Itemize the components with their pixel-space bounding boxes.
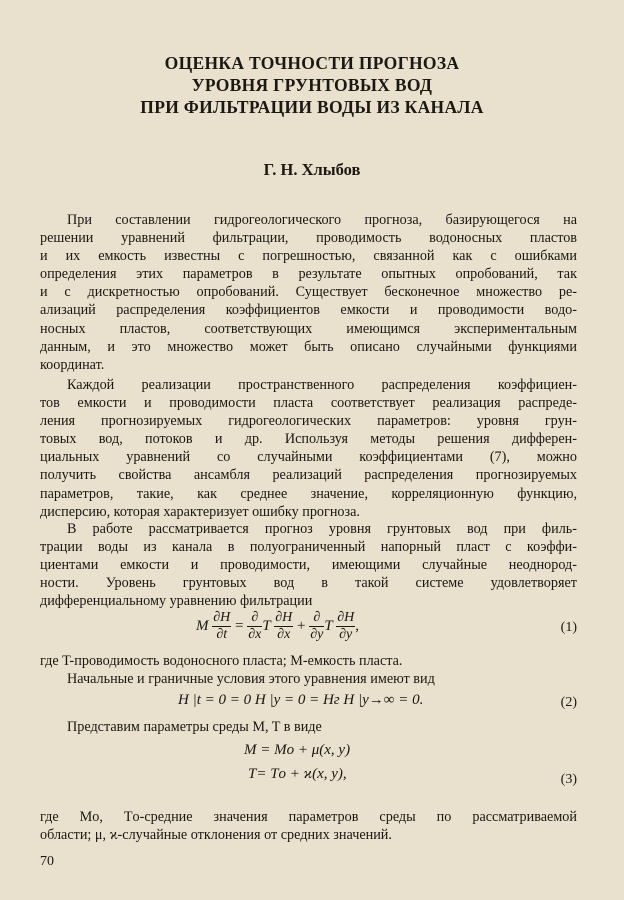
- title-line-3: ПРИ ФИЛЬТРАЦИИ ВОДЫ ИЗ КАНАЛА: [140, 97, 484, 117]
- definition-line: где T-проводимость водоносного пласта; M-емкость пласта.: [40, 653, 403, 669]
- paragraph-1: [40, 211, 577, 374]
- paragraph-2: [40, 376, 577, 521]
- text-line: ности. Уровень грунтовых вод в такой системе удовлетворяет: [40, 575, 577, 592]
- text-line: дифференциальному уравнению фильтрации: [40, 593, 313, 610]
- conditions-intro: Начальные и граничные условия этого уравнения имеют вид: [67, 671, 435, 687]
- equation-3: M = Mо + μ(x, y) T= Tо + ϰ(x, y), (3): [244, 742, 577, 787]
- text-line: ализаций распределения коэффициентов емкости и проводимости водо-: [40, 302, 577, 319]
- definition-paragraph: где Mо, Tо-средние значения параметров среды по рассматриваемой области; μ, ϰ-случайные отклонения от средних значений.: [40, 809, 577, 844]
- text-line: Каждой реализации пространственного распределения коэффициен-: [67, 377, 577, 393]
- text-line: параметров, такие, как среднее значение, корреляционную функцию,: [40, 485, 577, 502]
- equation-1: [40, 610, 577, 650]
- text-line: и с дискретностью опробований. Существует бесконечное множество ре-: [40, 284, 577, 301]
- text-line: и их емкость известны с погрешностью, связанной как с ошибками: [40, 248, 577, 265]
- text-line: циальных уравнений со случайными коэффициентами (7), можно: [40, 449, 577, 466]
- equation-number: (2): [560, 695, 577, 710]
- paragraph-3: [40, 520, 577, 610]
- text-line: координат.: [40, 356, 105, 373]
- text-line: товых вод, потоков и др. Используя методы решения дифферен-: [40, 431, 577, 448]
- text-line: ления прогнозируемых гидрогеологических параметров: уровня грун-: [40, 413, 577, 430]
- text-line: получить свойства ансамбля реализаций распределения прогнозируемых: [40, 467, 577, 484]
- text-line: трации воды из канала в полуограниченный напорный пласт с коэффи-: [40, 539, 577, 556]
- text-line: определения этих параметров в результате опытных опробований, так: [40, 266, 577, 283]
- title-line-1: ОЦЕНКА ТОЧНОСТИ ПРОГНОЗА: [164, 53, 460, 73]
- text-line: тов емкости и проводимости пласта соответствует реализация распреде-: [40, 395, 577, 412]
- represent-intro: Представим параметры среды M, T в виде: [67, 719, 322, 735]
- author: Г. Н. Хлыбов: [263, 160, 361, 179]
- equation-number: (1): [560, 620, 577, 635]
- equation-1-body: M $\frac{\partial H}{\partial t}$ = $\frac{\partial}{\partial x}$ T $\frac{\partial H}{\partial x}$ + $\frac{\partial}{\partial y}$ T $\frac{\partial H}{\partial y}$ ,: [196, 610, 359, 642]
- text-line: В работе рассматривается прогноз уровня грунтовых вод при филь-: [67, 521, 577, 537]
- text-line: циентами емкости и проводимости, имеющими случайные неоднород-: [40, 557, 577, 574]
- equation-2: H |t = 0 = 0 H |y = 0 = Hг H |y→∞ = 0. (2): [178, 692, 577, 710]
- text-line: При составлении гидрогеологического прогноза, базирующегося на: [67, 212, 577, 228]
- text-line: данным, и это множество может быть описано случайными функциями: [40, 338, 577, 355]
- equation-number: (3): [560, 772, 577, 787]
- text-line: решении уравнений фильтрации, проводимость водоносных пластов: [40, 230, 577, 247]
- text-line: дисперсию, которая характеризует ошибку прогноза.: [40, 503, 360, 520]
- title-line-2: УРОВНЯ ГРУНТОВЫХ ВОД: [191, 75, 433, 95]
- text-line: носных пластов, соответствующих имеющимся экспериментальным: [40, 320, 577, 337]
- article-title: [60, 52, 564, 118]
- page-number: 70: [40, 854, 54, 869]
